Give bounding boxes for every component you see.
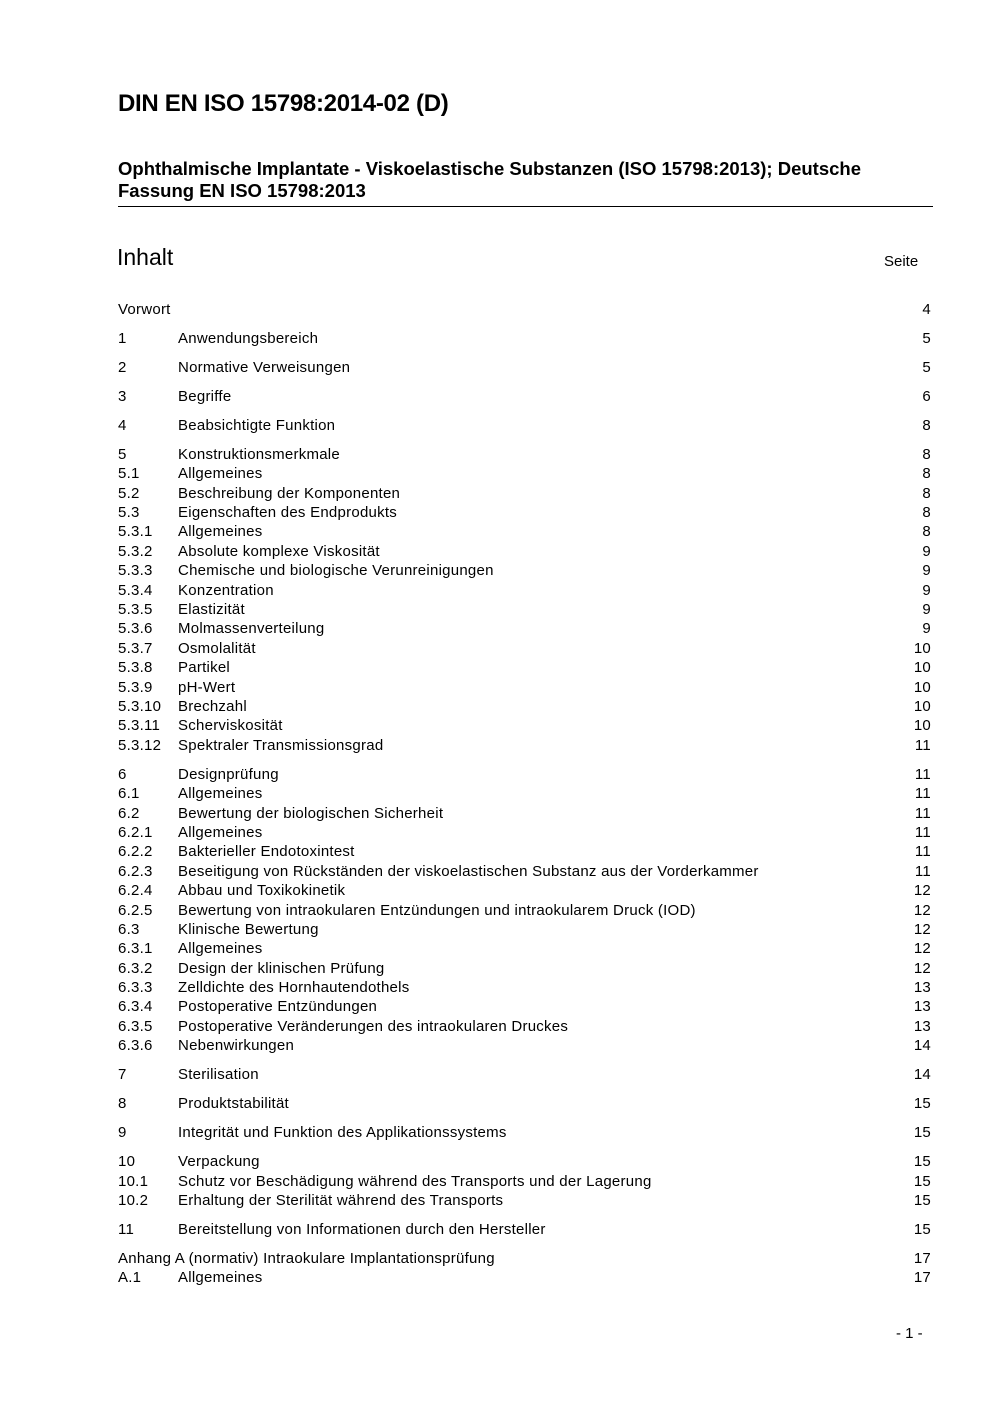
- toc-entry-label: Konstruktionsmerkmale: [178, 445, 340, 463]
- subtitle-divider: [118, 206, 933, 207]
- toc-entry[interactable]: [118, 542, 931, 561]
- toc-entry-number: 6.2.1: [118, 823, 153, 841]
- toc-entry-page: 6: [922, 387, 931, 405]
- toc-entry-number: 11: [118, 1220, 135, 1238]
- toc-entry[interactable]: [118, 561, 931, 580]
- toc-entry-page: 11: [914, 862, 931, 880]
- toc-entry-page: 14: [913, 1037, 931, 1055]
- toc-entry[interactable]: [118, 416, 931, 435]
- toc-entry-number: 4: [118, 416, 127, 434]
- toc-entry-page: 11: [914, 804, 931, 822]
- toc-entry[interactable]: [118, 1094, 931, 1113]
- toc-entry[interactable]: [118, 1152, 931, 1171]
- toc-entry-number: 6.3.2: [118, 959, 153, 977]
- toc-entry[interactable]: [118, 329, 931, 348]
- toc-entry-number: 9: [118, 1124, 127, 1142]
- toc-entry-label: Allgemeines: [178, 785, 263, 803]
- toc-entry-label: Scherviskosität: [178, 717, 283, 735]
- toc-entry[interactable]: [118, 697, 931, 716]
- toc-entry-label: Anwendungsbereich: [178, 329, 319, 347]
- toc-entry-label: Bewertung von intraokularen Entzündungen und intraokularem Druck (IOD): [178, 901, 696, 919]
- toc-entry-page: 5: [922, 358, 931, 376]
- toc-entry-label: Allgemeines: [178, 523, 263, 541]
- toc-entry[interactable]: [118, 1017, 931, 1036]
- toc-entry-page: 5: [922, 329, 931, 347]
- toc-entry-page: 8: [922, 523, 931, 541]
- toc-entry[interactable]: [118, 1123, 931, 1142]
- toc-entry-number: 6.3.5: [118, 1017, 153, 1035]
- toc-entry[interactable]: [118, 300, 931, 319]
- toc-entry-page: 14: [913, 1066, 931, 1084]
- toc-entry-label: Vorwort: [118, 301, 171, 318]
- toc-entry-label: Postoperative Entzündungen: [178, 998, 378, 1016]
- toc-entry-number: 5: [118, 445, 127, 463]
- document-title: DIN EN ISO 15798:2014-02 (D): [118, 90, 449, 117]
- toc-entry-number: 5.3.1: [118, 523, 153, 541]
- toc-entry-number: 10.1: [118, 1172, 149, 1190]
- toc-entry-label: Schutz vor Beschädigung während des Transports und der Lagerung: [178, 1172, 652, 1190]
- table-of-contents: [118, 300, 931, 1288]
- toc-entry-page: 13: [913, 998, 931, 1016]
- toc-entry-number: 5.3.7: [118, 639, 153, 657]
- toc-entry-label: Verpackung: [178, 1153, 260, 1171]
- toc-entry-number: 6.2: [118, 804, 140, 822]
- toc-entry-number: 5.3.4: [118, 581, 153, 599]
- toc-entry-number: 3: [118, 387, 127, 405]
- toc-entry[interactable]: [118, 959, 931, 978]
- toc-entry-page: 10: [913, 659, 931, 677]
- toc-entry[interactable]: [118, 823, 931, 842]
- toc-entry[interactable]: [118, 1036, 931, 1055]
- toc-entry-label: Eigenschaften des Endprodukts: [178, 504, 398, 522]
- toc-entry[interactable]: [118, 920, 931, 939]
- toc-entry-number: 5.2: [118, 484, 140, 502]
- toc-entry[interactable]: [118, 997, 931, 1016]
- toc-entry-label: Beseitigung von Rückständen der viskoelastischen Substanz aus der Vorderkammer: [178, 862, 759, 880]
- document-subtitle: [118, 158, 933, 202]
- toc-entry[interactable]: [118, 765, 931, 784]
- toc-entry-number: 5.3.11: [118, 717, 161, 735]
- toc-entry-label: Beabsichtigte Funktion: [178, 416, 336, 434]
- toc-entry-page: 11: [914, 823, 931, 841]
- toc-entry[interactable]: [118, 503, 931, 522]
- toc-entry[interactable]: [118, 939, 931, 958]
- toc-entry-number: 5.3.8: [118, 659, 153, 677]
- toc-entry-page: 12: [913, 959, 931, 977]
- toc-entry[interactable]: [118, 1065, 931, 1084]
- toc-entry-label: Partikel: [178, 659, 231, 677]
- toc-entry-label: Bewertung der biologischen Sicherheit: [178, 804, 444, 822]
- toc-entry-label: Erhaltung der Sterilität während des Transports: [178, 1191, 504, 1209]
- toc-entry[interactable]: [118, 716, 931, 735]
- toc-entry-number: 7: [118, 1066, 127, 1084]
- toc-entry-page: 10: [913, 717, 931, 735]
- toc-entry-label: Produktstabilität: [178, 1095, 289, 1113]
- toc-entry-page: 11: [914, 785, 931, 803]
- toc-entry-label: Integrität und Funktion des Applikationssystems: [178, 1124, 507, 1142]
- toc-entry-label: Zelldichte des Hornhautendothels: [178, 979, 410, 997]
- toc-entry-label: Normative Verweisungen: [178, 358, 351, 376]
- toc-entry-page: 11: [914, 765, 931, 783]
- toc-entry-number: 5.3.6: [118, 620, 153, 638]
- toc-entry-label: Molmassenverteilung: [178, 620, 325, 638]
- toc-entry[interactable]: [118, 881, 931, 900]
- toc-entry-page: 8: [922, 445, 931, 463]
- toc-entry-number: 6.1: [118, 785, 140, 803]
- toc-entry[interactable]: [118, 1249, 931, 1268]
- toc-entry-label: Beschreibung der Komponenten: [178, 484, 401, 502]
- toc-entry-number: A.1: [118, 1269, 142, 1287]
- toc-entry-number: 5.3.5: [118, 601, 153, 619]
- toc-entry-number: 5.3.10: [118, 698, 162, 715]
- toc-entry-page: 8: [922, 465, 931, 483]
- toc-entry-label: Abbau und Toxikokinetik: [178, 882, 346, 900]
- toc-entry-page: 15: [913, 1172, 931, 1190]
- toc-entry-label: Designprüfung: [178, 765, 279, 783]
- toc-entry[interactable]: [118, 862, 931, 881]
- toc-entry-number: 5.1: [118, 465, 140, 483]
- toc-entry-page: 9: [922, 562, 931, 580]
- toc-entry-number: 6.3.6: [118, 1037, 153, 1055]
- toc-entry[interactable]: [118, 978, 931, 997]
- toc-entry-page: 15: [913, 1153, 931, 1171]
- toc-entry[interactable]: [118, 358, 931, 377]
- page-number: - 1 -: [896, 1325, 923, 1342]
- toc-entry-label: Bakterieller Endotoxintest: [178, 843, 355, 861]
- subtitle-line-1: Ophthalmische Implantate - Viskoelastische Substanzen (ISO 15798:2013); Deutsche: [118, 158, 861, 179]
- toc-entry-label: Allgemeines: [178, 465, 263, 483]
- toc-entry-page: 9: [922, 581, 931, 599]
- toc-entry-label: Design der klinischen Prüfung: [178, 959, 385, 977]
- toc-entry-page: 12: [913, 940, 931, 958]
- toc-entry-number: 5.3.3: [118, 562, 153, 580]
- toc-entry-label: Postoperative Veränderungen des intraokularen Druckes: [178, 1017, 569, 1035]
- toc-entry-number: 1: [118, 329, 127, 347]
- toc-entry[interactable]: [118, 804, 931, 823]
- toc-entry[interactable]: [118, 619, 931, 638]
- toc-entry-label: Allgemeines: [178, 940, 263, 958]
- toc-entry-label: Begriffe: [178, 387, 232, 405]
- toc-entry[interactable]: [118, 1220, 931, 1239]
- toc-entry-number: 5.3.12: [118, 736, 162, 754]
- toc-entry-page: 10: [913, 698, 931, 715]
- toc-entry-label: Absolute komplexe Viskosität: [178, 542, 380, 560]
- toc-entry-number: 10: [118, 1153, 136, 1171]
- toc-entry-page: 13: [913, 1017, 931, 1035]
- toc-entry[interactable]: [118, 484, 931, 503]
- toc-entry-number: 6.3.4: [118, 998, 153, 1016]
- toc-entry-page: 9: [922, 601, 931, 619]
- toc-entry-page: 9: [922, 620, 931, 638]
- toc-entry-page: 13: [913, 979, 931, 997]
- toc-entry-label: Osmolalität: [178, 639, 256, 657]
- toc-entry-label: Klinische Bewertung: [178, 920, 319, 938]
- toc-entry[interactable]: [118, 901, 931, 920]
- toc-entry[interactable]: [118, 1268, 931, 1287]
- toc-entry-page: 15: [913, 1191, 931, 1209]
- toc-entry-number: 6.2.4: [118, 882, 153, 900]
- toc-entry-label: pH-Wert: [178, 678, 236, 696]
- toc-entry-label: Anhang A (normativ) Intraokulare Implantationsprüfung: [118, 1249, 495, 1267]
- toc-entry-page: 9: [922, 542, 931, 560]
- toc-entry-page: 17: [913, 1249, 931, 1267]
- toc-entry[interactable]: [118, 1172, 931, 1191]
- toc-entry-number: 6.3.1: [118, 940, 153, 958]
- toc-entry-label: Brechzahl: [178, 698, 247, 715]
- toc-entry-number: 5.3: [118, 504, 140, 522]
- toc-entry-number: 8: [118, 1095, 127, 1113]
- toc-entry-label: Nebenwirkungen: [178, 1037, 295, 1055]
- toc-entry-page: 11: [914, 843, 931, 861]
- toc-entry-label: Elastizität: [178, 601, 245, 619]
- toc-entry-page: 15: [913, 1124, 931, 1142]
- toc-entry[interactable]: [118, 784, 931, 803]
- toc-entry[interactable]: [118, 445, 931, 464]
- toc-entry-number: 10.2: [118, 1191, 149, 1209]
- toc-entry-label: Chemische und biologische Verunreinigungen: [178, 562, 494, 580]
- subtitle-line-2: Fassung EN ISO 15798:2013: [118, 180, 366, 201]
- toc-entry-number: 5.3.2: [118, 542, 153, 560]
- toc-entry-number: 5.3.9: [118, 678, 153, 696]
- toc-entry-number: 6.3.3: [118, 979, 153, 997]
- toc-entry[interactable]: [118, 736, 931, 755]
- toc-entry-page: 15: [913, 1095, 931, 1113]
- toc-entry[interactable]: [118, 464, 931, 483]
- toc-entry-label: Allgemeines: [178, 823, 263, 841]
- toc-entry-number: 6.2.5: [118, 901, 153, 919]
- toc-page-column-label: Seite: [884, 253, 919, 270]
- toc-entry-number: 2: [118, 358, 127, 376]
- toc-entry-label: Bereitstellung von Informationen durch den Hersteller: [178, 1220, 546, 1238]
- toc-entry-number: 6.2.3: [118, 862, 153, 880]
- toc-entry-page: 10: [913, 678, 931, 696]
- toc-entry-number: 6: [118, 765, 127, 783]
- toc-entry-page: 8: [922, 504, 931, 522]
- toc-entry-page: 12: [913, 882, 931, 900]
- toc-entry-page: 8: [922, 416, 931, 434]
- toc-entry[interactable]: [118, 639, 931, 658]
- toc-entry-page: 12: [913, 901, 931, 919]
- toc-entry-label: Konzentration: [178, 581, 274, 599]
- toc-entry-number: 6.2.2: [118, 843, 153, 861]
- toc-entry[interactable]: [118, 600, 931, 619]
- toc-entry[interactable]: [118, 842, 931, 861]
- toc-entry-page: 15: [913, 1220, 931, 1238]
- toc-entry-page: 11: [914, 736, 931, 754]
- toc-entry-page: 10: [913, 639, 931, 657]
- toc-entry-label: Sterilisation: [178, 1066, 259, 1084]
- toc-entry-number: 6.3: [118, 920, 140, 938]
- toc-entry[interactable]: [118, 522, 931, 541]
- toc-entry[interactable]: [118, 678, 931, 697]
- toc-entry-page: 8: [922, 484, 931, 502]
- toc-entry-page: 4: [922, 301, 931, 318]
- toc-entry[interactable]: [118, 581, 931, 600]
- toc-entry[interactable]: [118, 658, 931, 677]
- toc-entry[interactable]: [118, 1191, 931, 1210]
- toc-entry[interactable]: [118, 387, 931, 406]
- toc-entry-label: Allgemeines: [178, 1269, 263, 1287]
- toc-heading: Inhalt: [117, 244, 174, 270]
- toc-entry-page: 17: [913, 1269, 931, 1287]
- toc-entry-page: 12: [913, 920, 931, 938]
- toc-entry-label: Spektraler Transmissionsgrad: [178, 736, 384, 754]
